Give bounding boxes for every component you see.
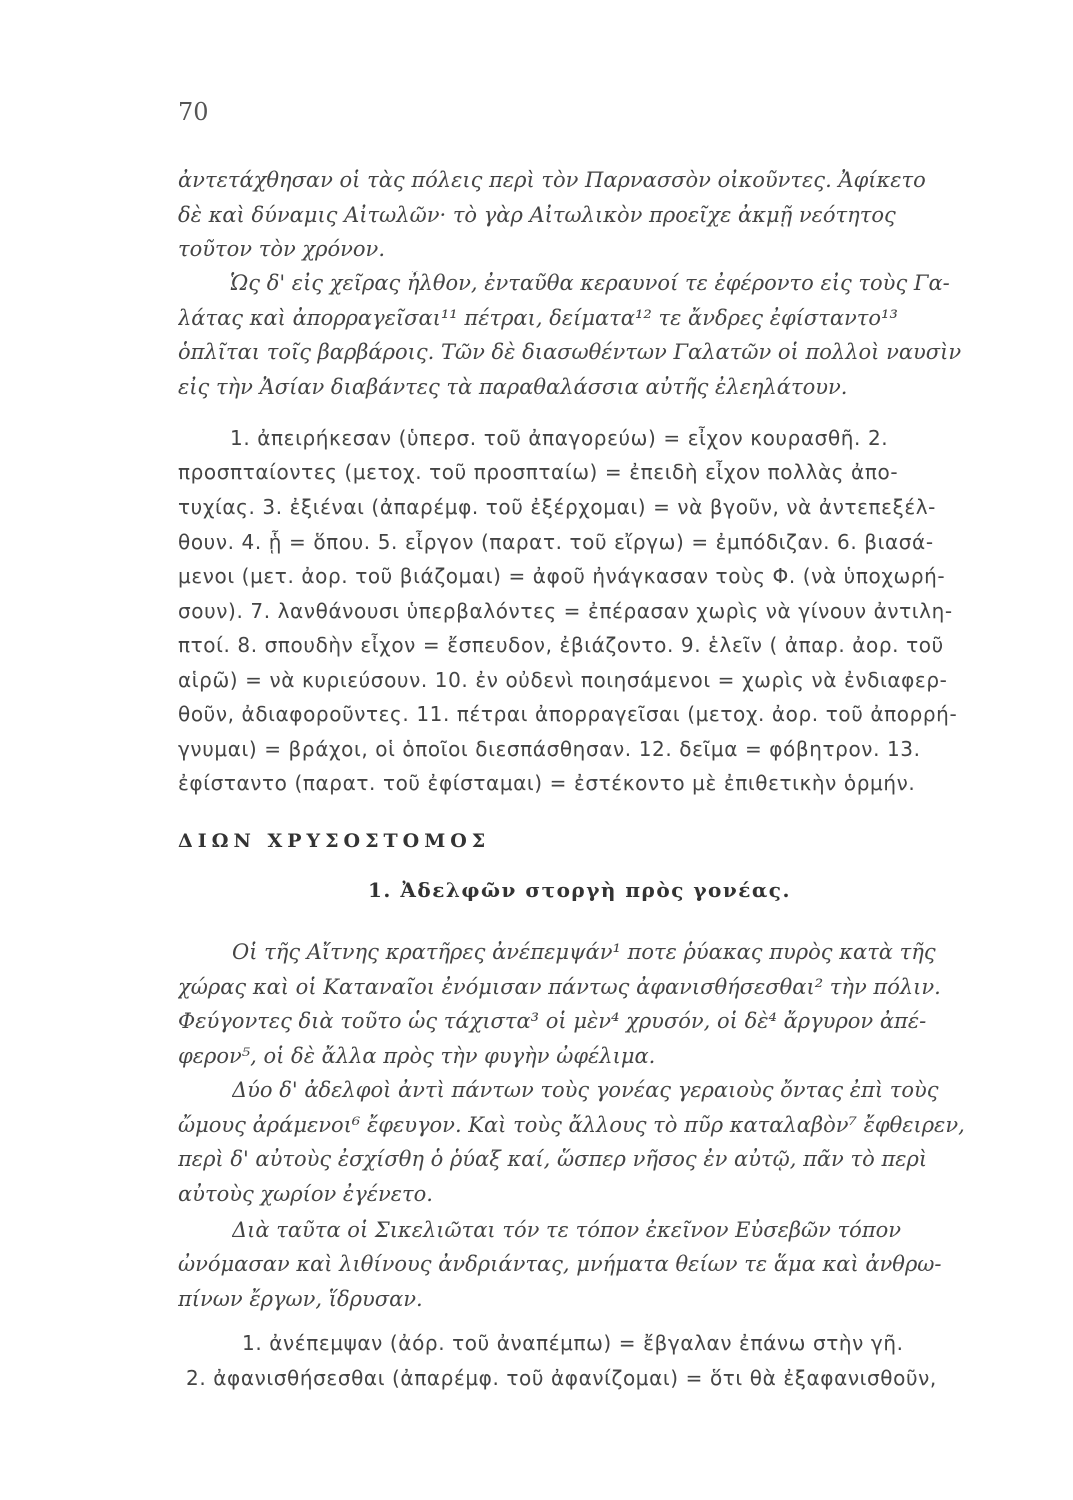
footnote-line: 2. ἀφανισθήσεσθαι (ἀπαρέμφ. τοῦ ἀφανίζομαι) = ὅτι θὰ ἐξαφανισθοῦν,: [186, 1366, 937, 1390]
footnote-line: 1. ἀπειρήκεσαν (ὑπερσ. τοῦ ἀπαγορεύω) = εἶχον κουρασθῆ. 2.: [230, 426, 889, 450]
passage-line: αὐτοὺς χωρίον ἐγένετο.: [178, 1182, 433, 1206]
page-number: 70: [178, 98, 209, 126]
footnote-line: ἐφίσταντο (παρατ. τοῦ ἐφίσταμαι) = ἐστέκοντο μὲ ἐπιθετικὴν ὁρμήν.: [178, 771, 916, 795]
passage-line: ἀντετάχθησαν οἱ τὰς πόλεις περὶ τὸν Παρνασσὸν οἰκοῦντες. Ἀφίκετο: [178, 168, 926, 192]
passage-line: φερον⁵, οἱ δὲ ἄλλα πρὸς τὴν φυγὴν ὠφέλιμα.: [178, 1044, 656, 1068]
chapter-subtitle: 1. Ἀδελφῶν στοργὴ πρὸς γονέας.: [368, 878, 791, 902]
passage-line: πίνων ἔργων, ἵδρυσαν.: [178, 1287, 423, 1311]
passage-line: Διὰ ταῦτα οἱ Σικελιῶται τόν τε τόπον ἐκεῖνον Εὐσεβῶν τόπον: [232, 1218, 902, 1242]
footnote-line: προσπταίοντες (μετοχ. τοῦ προσπταίω) = ἐπειδὴ εἶχον πολλὰς ἀπο-: [178, 460, 899, 484]
passage-line: τοῦτον τὸν χρόνον.: [178, 237, 385, 261]
footnote-line: μενοι (μετ. ἀορ. τοῦ βιάζομαι) = ἀφοῦ ἠνάγκασαν τοὺς Φ. (νὰ ὑποχωρή-: [178, 564, 946, 588]
passage-line: ὠνόμασαν καὶ λιθίνους ἀνδριάντας, μνήματα θείων τε ἅμα καὶ ἀνθρω-: [178, 1252, 942, 1276]
passage-line: δὲ καὶ δύναμις Αἰτωλῶν· τὸ γὰρ Αἰτωλικὸν προεῖχε ἀκμῇ νεότητος: [178, 203, 896, 227]
footnote-line: αἱρῶ) = νὰ κυριεύσουν. 10. ἐν οὐδενὶ ποιησάμενοι = χωρὶς νὰ ἐνδιαφερ-: [178, 668, 948, 692]
footnote-line: πτοί. 8. σπουδὴν εἶχον = ἔσπευδον, ἐβιάζοντο. 9. ἑλεῖν ( ἀπαρ. ἀορ. τοῦ: [178, 633, 944, 657]
passage-line: χώρας καὶ οἱ Καταναῖοι ἐνόμισαν πάντως ἀφανισθήσεσθαι² τὴν πόλιν.: [178, 975, 941, 999]
passage-line: Δύο δ' ἀδελφοὶ ἀντὶ πάντων τοὺς γονέας γεραιοὺς ὄντας ἐπὶ τοὺς: [232, 1078, 939, 1102]
footnote-line: γνυμαι) = βράχοι, οἱ ὁποῖοι διεσπάσθησαν. 12. δεῖμα = φόβητρον. 13.: [178, 737, 921, 761]
footnote-line: 1. ἀνέπεμψαν (ἀόρ. τοῦ ἀναπέμπω) = ἔβγαλαν ἐπάνω στὴν γῆ.: [242, 1331, 904, 1355]
passage-line: εἰς τὴν Ἀσίαν διαβάντες τὰ παραθαλάσσια αὐτῆς ἐλεηλάτουν.: [178, 375, 848, 399]
section-title: ΔΙΩΝ ΧΡΥΣΟΣΤΟΜΟΣ: [178, 830, 491, 852]
passage-line: Φεύγοντες διὰ τοῦτο ὡς τάχιστα³ οἱ μὲν⁴ χρυσόν, οἱ δὲ⁴ ἄργυρον ἀπέ-: [178, 1009, 927, 1033]
passage-line: ὁπλῖται τοῖς βαρβάροις. Τῶν δὲ διασωθέντων Γαλατῶν οἱ πολλοὶ ναυσὶν: [178, 340, 962, 364]
passage-line: λάτας καὶ ἀπορραγεῖσαι¹¹ πέτραι, δείματα¹² τε ἄνδρες ἐφίσταντο¹³: [178, 306, 898, 330]
footnote-line: σουν). 7. λανθάνουσι ὑπερβαλόντες = ἐπέρασαν χωρὶς νὰ γίνουν ἀντιλη-: [178, 599, 953, 623]
passage-line: περὶ δ' αὐτοὺς ἐσχίσθη ὁ ῥύαξ καί, ὥσπερ νῆσος ἐν αὐτῷ, πᾶν τὸ περὶ: [178, 1147, 928, 1171]
footnote-line: θουν. 4. ᾗ = ὅπου. 5. εἶργον (παρατ. τοῦ εἴργω) = ἐμπόδιζαν. 6. βιασά-: [178, 530, 934, 554]
footnote-line: τυχίας. 3. ἐξιέναι (ἀπαρέμφ. τοῦ ἐξέρχομαι) = νὰ βγοῦν, νὰ ἀντεπεξέλ-: [178, 495, 936, 519]
passage-line: ὤμους ἀράμενοι⁶ ἔφευγον. Καὶ τοὺς ἄλλους τὸ πῦρ καταλαβὸν⁷ ἔφθειρεν,: [178, 1113, 965, 1137]
passage-line: Ὡς δ' εἰς χεῖρας ἦλθον, ἐνταῦθα κεραυνοί τε ἐφέροντο εἰς τοὺς Γα-: [230, 271, 950, 295]
passage-line: Οἱ τῆς Αἴτνης κρατῆρες ἀνέπεμψάν¹ ποτε ῥύακας πυρὸς κατὰ τῆς: [232, 940, 936, 964]
footnote-line: θοῦν, ἀδιαφοροῦντες. 11. πέτραι ἀπορραγεῖσαι (μετοχ. ἀορ. τοῦ ἀπορρή-: [178, 702, 958, 726]
